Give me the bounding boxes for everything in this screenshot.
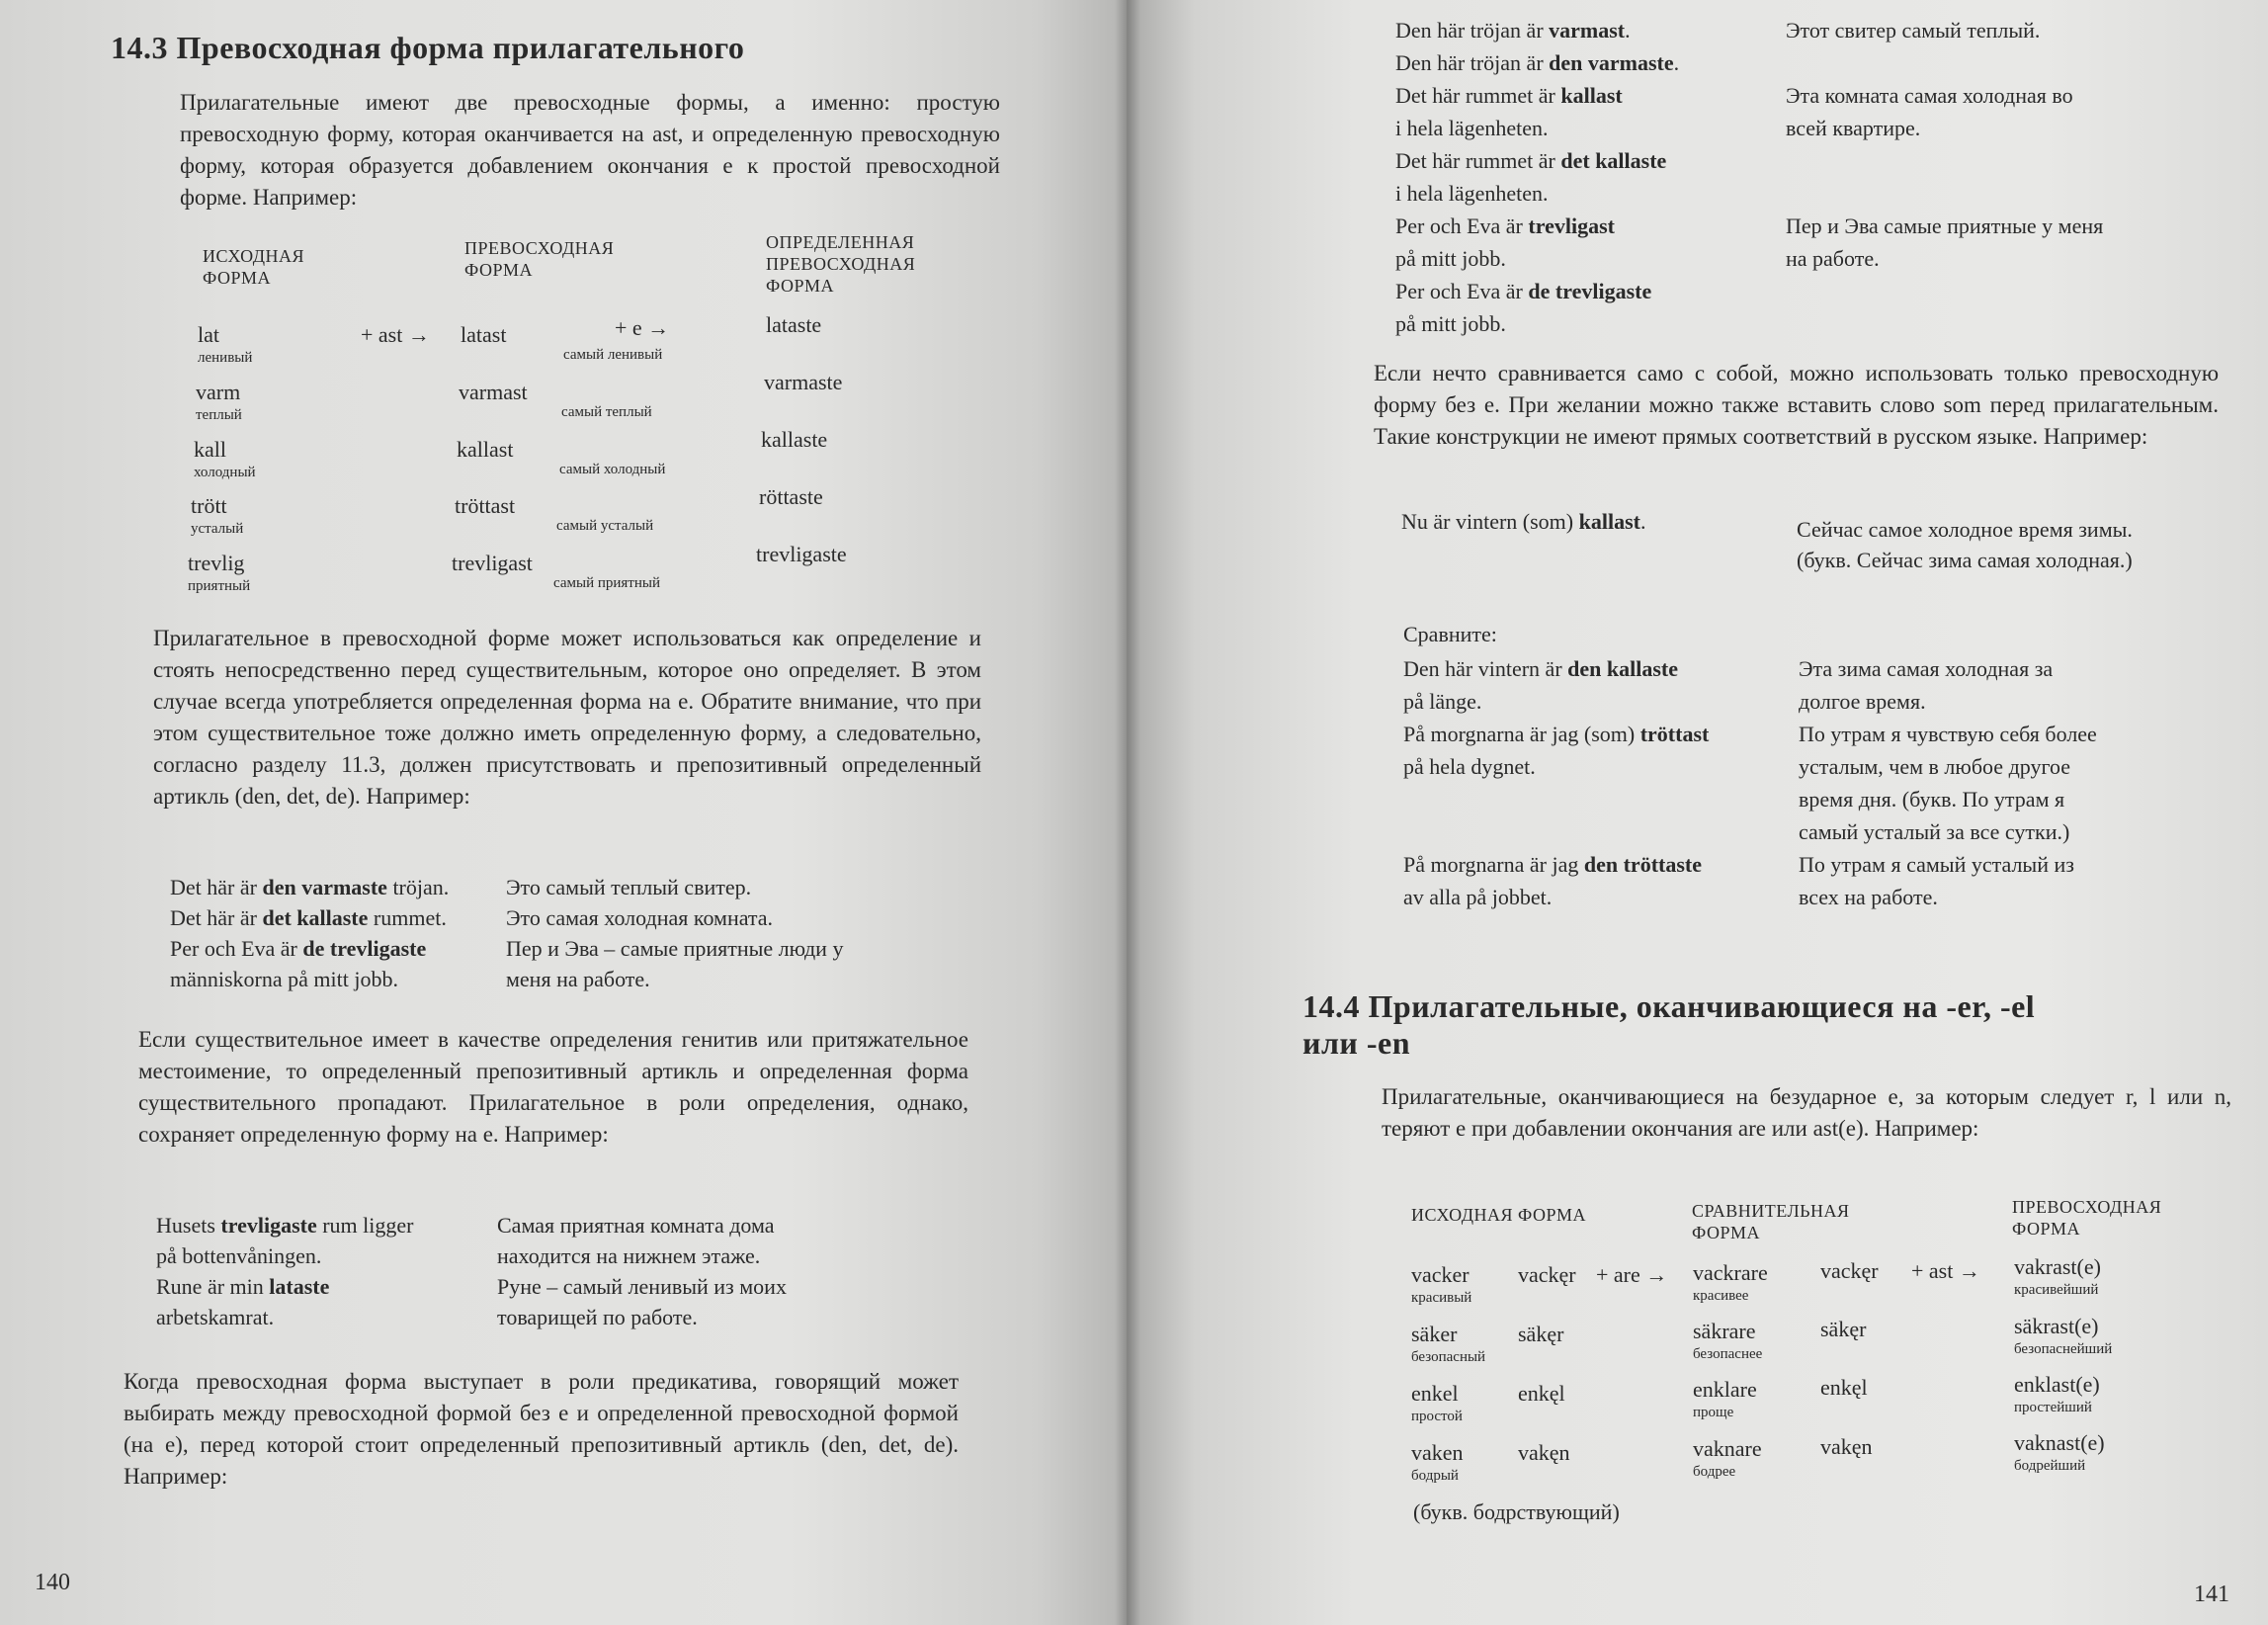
list-item: Det här rummet är kallast Эта комната самая холодная во — [1395, 83, 2073, 108]
col-header-superlative: ПРЕВОСХОДНАЯ ФОРМА — [464, 238, 615, 280]
col-header-superlative-2: ПРЕВОСХОДНАЯ ФОРМА — [2012, 1197, 2162, 1239]
example-block-1 — [170, 872, 980, 994]
list-item: på mitt jobb. на работе. — [1395, 246, 1880, 271]
op-ast-2: + ast → — [1911, 1258, 1980, 1283]
col-header-base-2: ИСХОДНАЯ ФОРМА — [1411, 1205, 1586, 1225]
table-row: trött усталый — [191, 493, 244, 537]
list-item: på hela dygnet. усталым, чем в любое другое — [1403, 754, 2070, 779]
paragraph-predicative: Когда превосходная форма выступает в роли предикатива, говорящий может выбирать между превосходной формой без e и определенной превосходной формой (на e), перед которой стоит определенный препозитивный артикль (den, det, de). Например: — [124, 1369, 959, 1489]
table-row: varm теплый — [196, 380, 242, 423]
list-item: på bottenvåningen. находится на нижнем этаже. — [156, 1243, 761, 1268]
list-item: på länge. долгое время. — [1403, 689, 1926, 714]
list-item: Per och Eva är de trevligaste — [1395, 279, 1652, 303]
example-block-top — [1395, 14, 2226, 340]
list-item: i hela lägenheten. всей квартире. — [1395, 116, 1921, 140]
intro-paragraph: Прилагательные имеют две превосходные формы, а именно: простую превосходную форму, которая оканчивается на ast, и определенную превосходную форму, которая образуется добавлением окончания e к простой превосходной форме. Например: — [180, 90, 1000, 210]
op-ast: + ast → — [361, 322, 430, 347]
list-item: Per och Eva är de trevligaste Пер и Эва – самые приятные люди у — [170, 936, 844, 961]
table-row: trevlig приятный — [188, 551, 251, 594]
op-e: + e → — [615, 315, 670, 340]
table-row: enkel простой — [1411, 1381, 1463, 1424]
list-item: Den här vintern är den kallaste Эта зима самая холодная за — [1403, 656, 2054, 681]
example-block-2 — [156, 1210, 966, 1332]
list-item: Den här tröjan är den varmaste. — [1395, 50, 1680, 75]
left-page: 14.3 Превосходная форма прилагательного Прилагательные имеют две превосходные формы, а именно: простую превосходную форму, которая оканчивается на ast, и определенную превосходную форму, которая образуется добавлением окончания e к простой превосходной форме. Например: ИСХОДНАЯ ФОРМА ПРЕВОСХОДНАЯ ФОРМА ОПРЕДЕЛЕННАЯ ПРЕВОСХОДНАЯ ФОРМА + ast → + e → lat ленивый latast самый ленивый lataste varm теплый varmast самый теплый varmaste kall холодный kallast самый холодный kallaste trött усталый tröttast самый усталый röttaste trevlig приятный trevligast самый приятный trevligaste Прилагательное в превосходной форме может использоваться как определение и стоять непосредственно перед существительным, которое оно определяет. В этом случае всегда употребляется определенная форма на e. Обратите внимание, что при этом существительное тоже должно иметь определенную форму, а следовательно, согласно разделу 11.3, должен присутствовать и препозитивный определенный артикль (den, det, de). Например: Det här är den varmaste tröjan. Это самый теплый свитер. Det här är det kallaste rummet. Это самая холодная комната. Per och Eva är de trevligaste Пер и Эва – самые приятные люди у människorna på mitt jobb. меня на работе. Если существительное имеет в качестве определения генитив или притяжательное местоимение, то определенный препозитивный артикль и определенная форма существительного пропадают. Прилагательное в роли определения, однако, сохраняет определенную форму на e. Например: Husets trevligaste rum ligger Самая приятная комната дома på bottenvåningen. находится на нижнем этаже. Rune är min lataste Руне – самый ленивый из моих arbetskamrat. товарищей по работе. Когда превосходная форма выступает в роли предикатива, говорящий может выбирать между превосходной формой без e и определенной превосходной формой (на e), перед которой стоит определенный препозитивный артикль (den, det, de). Например: 140 — [0, 0, 1127, 1625]
paragraph-er-el-en: Прилагательные, оканчивающиеся на безударное e, за которым следует r, l или n, теряют e при добавлении окончания are или ast(e). Например: — [1382, 1084, 2231, 1141]
right-page: Den här tröjan är varmast. Этот свитер самый теплый. Den här tröjan är den varmaste. Det här rummet är kallast Эта комната самая холодная во i hela lägenheten. всей квартире. Det här rummet är det kallaste i hela lägenheten. Per och Eva är trevligast Пер и Эва самые приятные у меня på mitt jobb. на работе. Per och Eva är de trevligaste på mitt jobb. Если нечто сравнивается само с собой, можно использовать только превосходную форму без e. При желании можно также вставить слово som перед прилагательным. Такие конструкции не имеют прямых соответствий в русском языке. Например: Nu är vintern (som) kallast. Сейчас самое холодное время зимы. (букв. Сейчас зима самая холодная.) Сравните: Den här vintern är den kallaste Эта зима самая холодная за på länge. долгое время. På morgnarna är jag (som) tröttast По утрам я чувствую себя более på hela dygnet. усталым, чем в любое другое время дня. (букв. По утрам я самый усталый за все сутки.) På morgnarna är jag den tröttaste По утрам я самый усталый из av alla på jobbet. всех на работе. 14.4 Прилагательные, оканчивающиеся на -er, -el или -en Прилагательные, оканчивающиеся на безударное e, за которым следует r, l или n, теряют e при добавлении окончания are или ast(e). Например: ИСХОДНАЯ ФОРМА СРАВНИТЕЛЬНАЯ ФОРМА ПРЕВОСХОДНАЯ ФОРМА vacker красивый vackęr + are → vackrare красивее vackęr + ast → vakrast(e) красивейший säker безопасный säkęr säkrare безопаснее säkęr säkrast(e) безопаснейший enkel простой enkęl enklare проще enkęl enklast(e) простейший vaken бодрый vakęn vaknare бодрее vakęn vaknast(e) бодрейший (букв. бодрствующий) 141 — [1127, 0, 2268, 1625]
list-item: Husets trevligaste rum ligger Самая приятная комната дома — [156, 1213, 775, 1238]
list-item: Rune är min lataste Руне – самый ленивый из моих — [156, 1274, 787, 1299]
list-item: Det här är det kallaste rummet. Это самая холодная комната. — [170, 905, 774, 930]
compare-label: Сравните: — [1403, 622, 1497, 646]
list-item: av alla på jobbet. всех на работе. — [1403, 885, 1938, 909]
table-row: vacker красивый — [1411, 1262, 1472, 1306]
list-item: Per och Eva är trevligast Пер и Эва самые приятные у меня — [1395, 214, 2104, 238]
example-block-compare — [1403, 652, 2233, 913]
list-item: Det här är den varmaste tröjan. Это самый теплый свитер. — [170, 875, 752, 899]
table-row: vaken бодрый — [1411, 1440, 1464, 1484]
list-item: i hela lägenheten. — [1395, 181, 1549, 206]
section-heading-14-4: 14.4 Прилагательные, оканчивающиеся на -er, -el или -en — [1302, 988, 2036, 1061]
list-item: время дня. (букв. По утрам я — [1799, 787, 2065, 812]
list-item: Det här rummet är det kallaste — [1395, 148, 1667, 173]
list-item: arbetskamrat. товарищей по работе. — [156, 1305, 698, 1329]
list-item: människorna på mitt jobb. меня на работе. — [170, 967, 650, 991]
book-gutter — [1115, 0, 1140, 1625]
footnote-literal: (букв. бодрствующий) — [1413, 1499, 1620, 1524]
paragraph-self-comparison: Если нечто сравнивается само с собой, можно использовать только превосходную форму без e. При желании можно также вставить слово som перед прилагательным. Такие конструкции не имеют прямых соответствий в русском языке. Например: — [1374, 361, 2219, 449]
col-header-comparative: СРАВНИТЕЛЬНАЯ ФОРМА — [1692, 1201, 1850, 1242]
list-item: самый усталый за все сутки.) — [1799, 819, 2070, 844]
op-are: + are → — [1596, 1262, 1668, 1287]
table-row: lat ленивый — [198, 322, 253, 366]
col-header-definite: ОПРЕДЕЛЕННАЯ ПРЕВОСХОДНАЯ ФОРМА — [766, 232, 916, 296]
section-heading-14-3: 14.3 Превосходная форма прилагательного — [111, 30, 745, 65]
table-row: kall холодный — [194, 437, 256, 480]
list-item: Den här tröjan är varmast. Этот свитер самый теплый. — [1395, 18, 2041, 43]
example-self-sv: Nu är vintern (som) kallast. — [1401, 509, 1646, 534]
paragraph-definite-usage: Прилагательное в превосходной форме может использоваться как определение и стоять непосредственно перед существительным, которое оно определяет. В этом случае всегда употребляется определенная форма на e. Обратите внимание, что при этом существительное тоже должно иметь определенную форму, а следовательно, согласно разделу 11.3, должен присутствовать и препозитивный определенный артикль (den, det, de). Например: — [153, 626, 981, 809]
list-item: På morgnarna är jag den tröttaste По утрам я самый усталый из — [1403, 852, 2074, 877]
page-number-right: 141 — [2194, 1582, 2229, 1607]
example-self-ru: Сейчас самое холодное время зимы. (букв. Сейчас зима самая холодная.) — [1797, 517, 2133, 572]
page-number-left: 140 — [35, 1570, 70, 1595]
col-header-base: ИСХОДНАЯ ФОРМА — [203, 246, 305, 288]
list-item: På morgnarna är jag (som) tröttast По утрам я чувствую себя более — [1403, 722, 2097, 746]
list-item: på mitt jobb. — [1395, 311, 1506, 336]
table-row: säker безопасный — [1411, 1322, 1486, 1365]
paragraph-genitive: Если существительное имеет в качестве определения генитив или притяжательное местоимение, то определенный препозитивный артикль и определенная форма существительного пропадают. Прилагательное в роли определения, однако, сохраняет определенную форму на e. Например: — [138, 1027, 968, 1147]
